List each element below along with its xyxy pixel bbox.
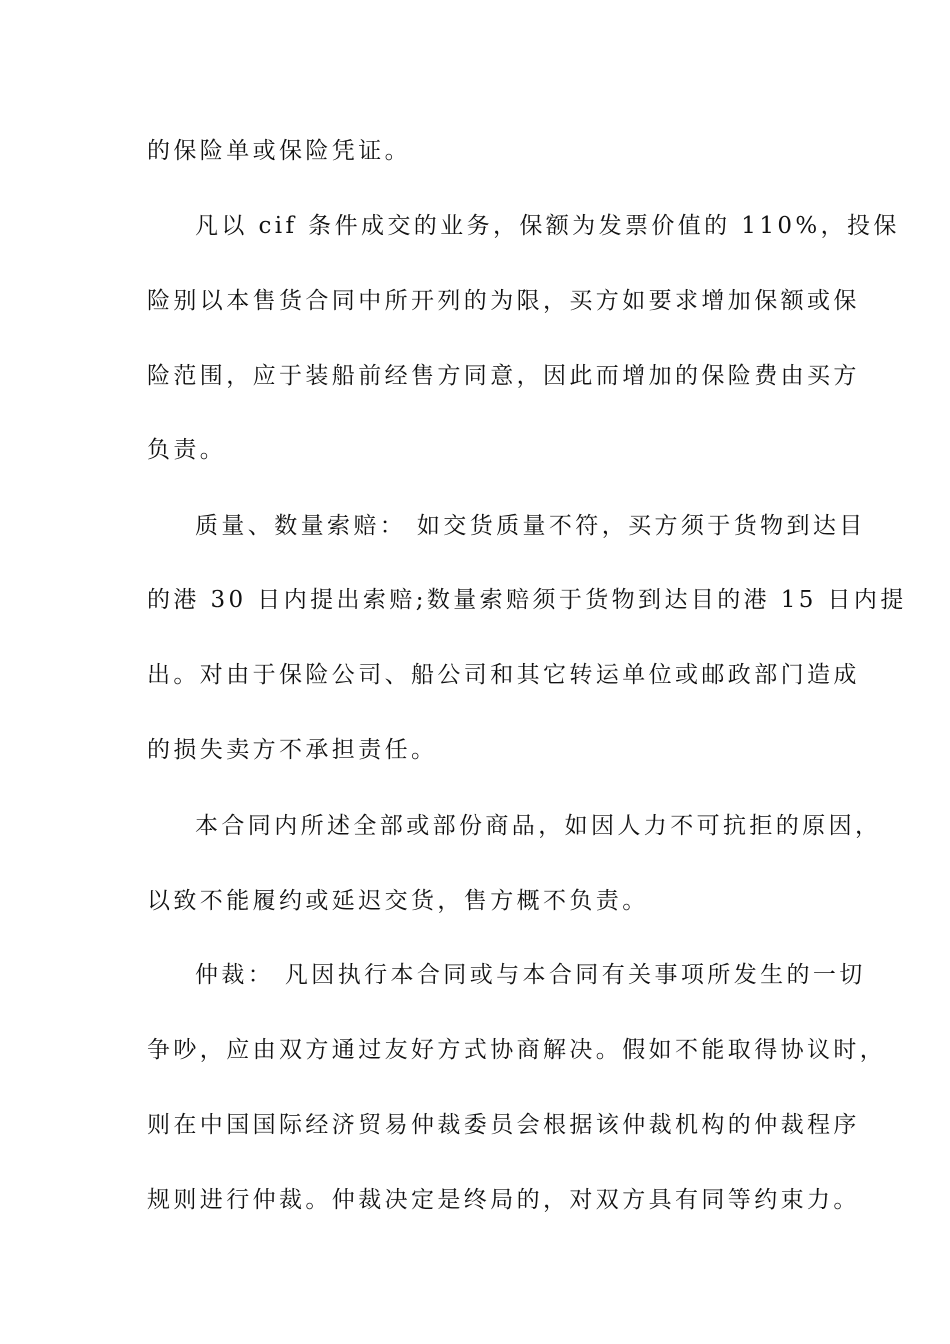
paragraph-5-line-3: 则在中国国际经济贸易仲裁委员会根据该仲裁机构的仲裁程序	[147, 1112, 860, 1138]
paragraph-2-line-4: 负责。	[147, 437, 227, 463]
paragraph-2-line-1: 凡以 cif 条件成交的业务，保额为发票价值的 110%，投保	[195, 213, 900, 239]
paragraph-3-line-4: 的损失卖方不承担责任。	[147, 737, 438, 763]
paragraph-5-line-2: 争吵，应由双方通过友好方式协商解决。假如不能取得协议时，	[147, 1037, 887, 1063]
paragraph-3-line-2: 的港 30 日内提出索赔;数量索赔须于货物到达目的港 15 日内提	[147, 587, 907, 613]
paragraph-4-line-1: 本合同内所述全部或部份商品，如因人力不可抗拒的原因，	[195, 813, 882, 839]
paragraph-2-line-2: 险别以本售货合同中所开列的为限，买方如要求增加保额或保	[147, 288, 860, 314]
paragraph-3-line-1: 质量、数量索赔： 如交货质量不符，买方须于货物到达目	[195, 513, 866, 539]
paragraph-2-line-3: 险范围，应于装船前经售方同意，因此而增加的保险费由买方	[147, 363, 860, 389]
paragraph-1-line-1: 的保险单或保险凭证。	[147, 138, 411, 164]
paragraph-4-line-2: 以致不能履约或延迟交货，售方概不负责。	[147, 888, 649, 914]
paragraph-5-line-1: 仲裁： 凡因执行本合同或与本合同有关事项所发生的一切	[195, 962, 866, 988]
paragraph-3-line-3: 出。对由于保险公司、船公司和其它转运单位或邮政部门造成	[147, 662, 860, 688]
paragraph-5-line-4: 规则进行仲裁。仲裁决定是终局的，对双方具有同等约束力。	[147, 1187, 860, 1213]
